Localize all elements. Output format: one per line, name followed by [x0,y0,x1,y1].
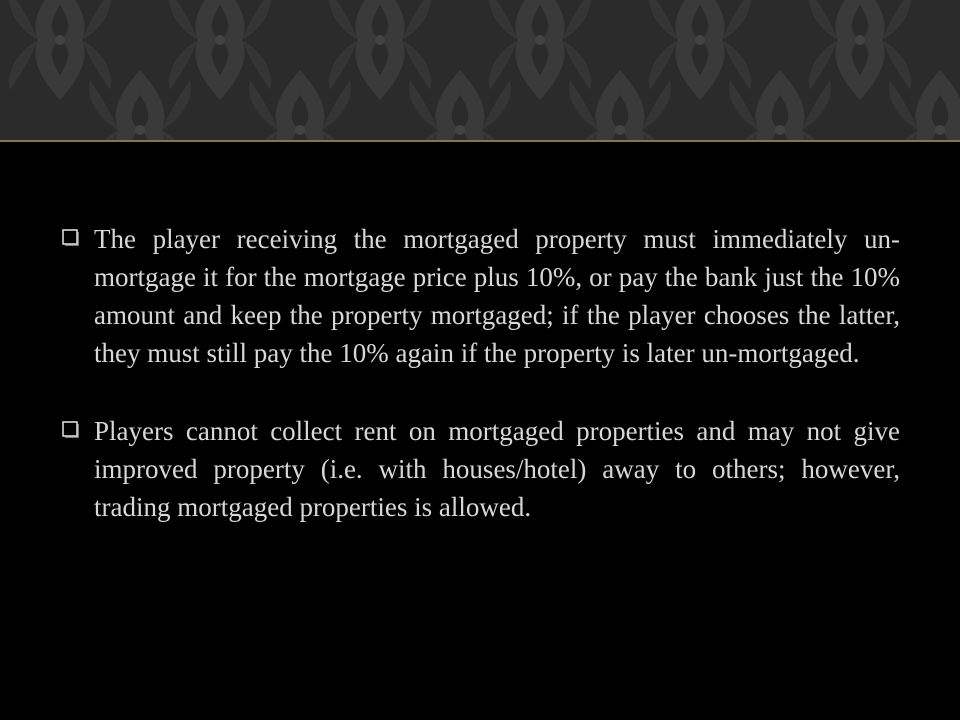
checkbox-icon [62,229,80,247]
slide-content [60,220,900,566]
bullet-text: The player receiving the mortgaged property must immediately un-mortgage it for the mortgage price plus 10%, or pay the bank just the 10% amount and keep the property mortgaged; if the player chooses the latter, they must still pay the 10% again if the property is later un-mortgaged. [94,224,900,368]
header-band [0,0,960,140]
damask-pattern [0,0,960,140]
bullet-text: Players cannot collect rent on mortgaged properties and may not give improved property (i.e. with houses/hotel) away to others; however, trading mortgaged properties is allowed. [94,416,900,522]
bullet-item [60,412,900,526]
header-divider [0,140,960,142]
bullet-item [60,220,900,372]
checkbox-icon [62,421,80,439]
